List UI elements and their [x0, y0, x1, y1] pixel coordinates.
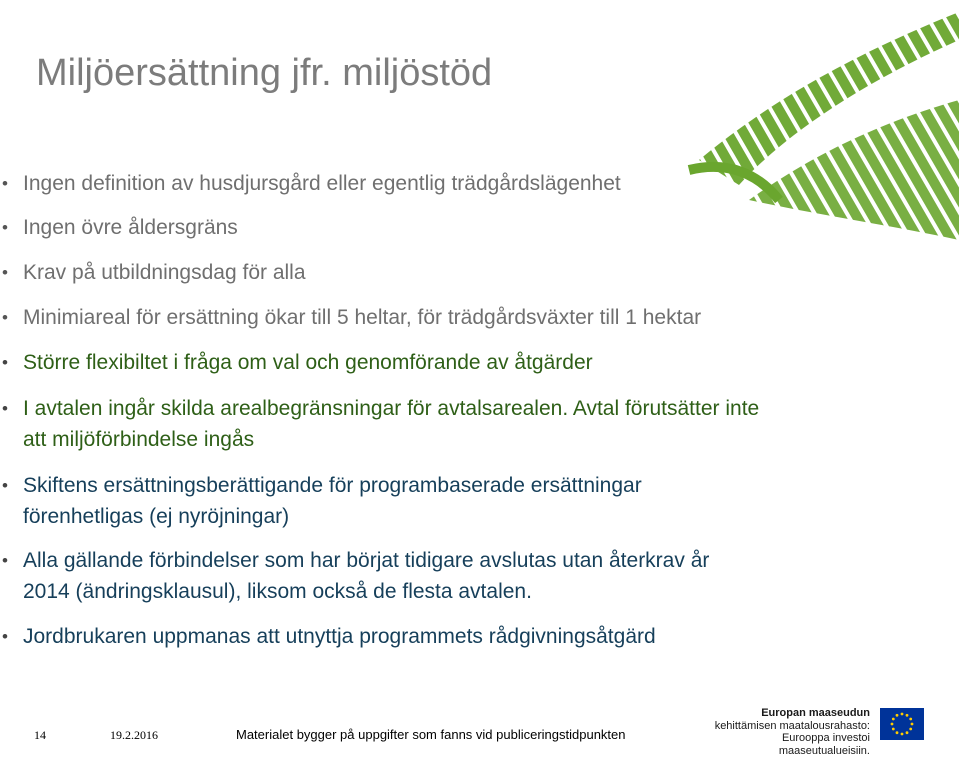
slide-title: Miljöersättning jfr. miljöstöd	[36, 52, 493, 94]
bullet-dot-icon: •	[2, 399, 8, 418]
bullet-text: Jordbrukaren uppmanas att utnyttja programmets rådgivningsåtgärd	[23, 625, 656, 648]
bullet-dot-icon: •	[2, 551, 8, 570]
bullet-text: förenhetligas (ej nyröjningar)	[23, 505, 290, 528]
eu-line: Europan maaseudun	[761, 707, 870, 719]
green-swoosh-decoration	[629, 0, 959, 260]
slide-date: 19.2.2016	[110, 728, 158, 742]
bullet-text: att miljöförbindelse ingås	[23, 428, 255, 451]
eu-flag-icon	[880, 708, 924, 740]
page-number: 14	[34, 728, 46, 742]
bullet-dot-icon: •	[2, 308, 8, 327]
bullet-text: Skiftens ersättningsberättigande för programbaserade ersättningar	[23, 474, 642, 497]
eu-line: kehittämisen maatalousrahasto:	[714, 719, 870, 732]
bullet-text: Alla gällande förbindelser som har börjat tidigare avslutas utan återkrav år	[23, 549, 710, 572]
bullet-text: Ingen övre åldersgräns	[23, 216, 238, 239]
bullet-text: Krav på utbildningsdag för alla	[23, 261, 306, 284]
bullet-dot-icon: •	[2, 218, 8, 237]
bullet-dot-icon: •	[2, 627, 8, 646]
bullet-text: 2014 (ändringsklausul), liksom också de flesta avtalen.	[23, 580, 532, 603]
bullet-dot-icon: •	[2, 476, 8, 495]
bullet-dot-icon: •	[2, 263, 8, 282]
bullet-text: Större flexibiltet i fråga om val och genomförande av åtgärder	[23, 351, 593, 374]
eu-line: Eurooppa investoi maaseutualueisiin.	[778, 732, 870, 757]
bullet-text: Ingen definition av husdjursgård eller egentlig trädgårdslägenhet	[23, 172, 621, 195]
bullet-dot-icon: •	[2, 353, 8, 372]
eu-funding-text	[702, 707, 870, 757]
bullet-dot-icon: •	[2, 174, 8, 193]
footer-note: Materialet bygger på uppgifter som fanns vid publiceringstidpunkten	[236, 727, 626, 742]
bullet-text: I avtalen ingår skilda arealbegränsningar för avtalsarealen. Avtal förutsätter inte	[23, 397, 760, 420]
bullet-text: Minimiareal för ersättning ökar till 5 heltar, för trädgårdsväxter till 1 hektar	[23, 306, 702, 329]
